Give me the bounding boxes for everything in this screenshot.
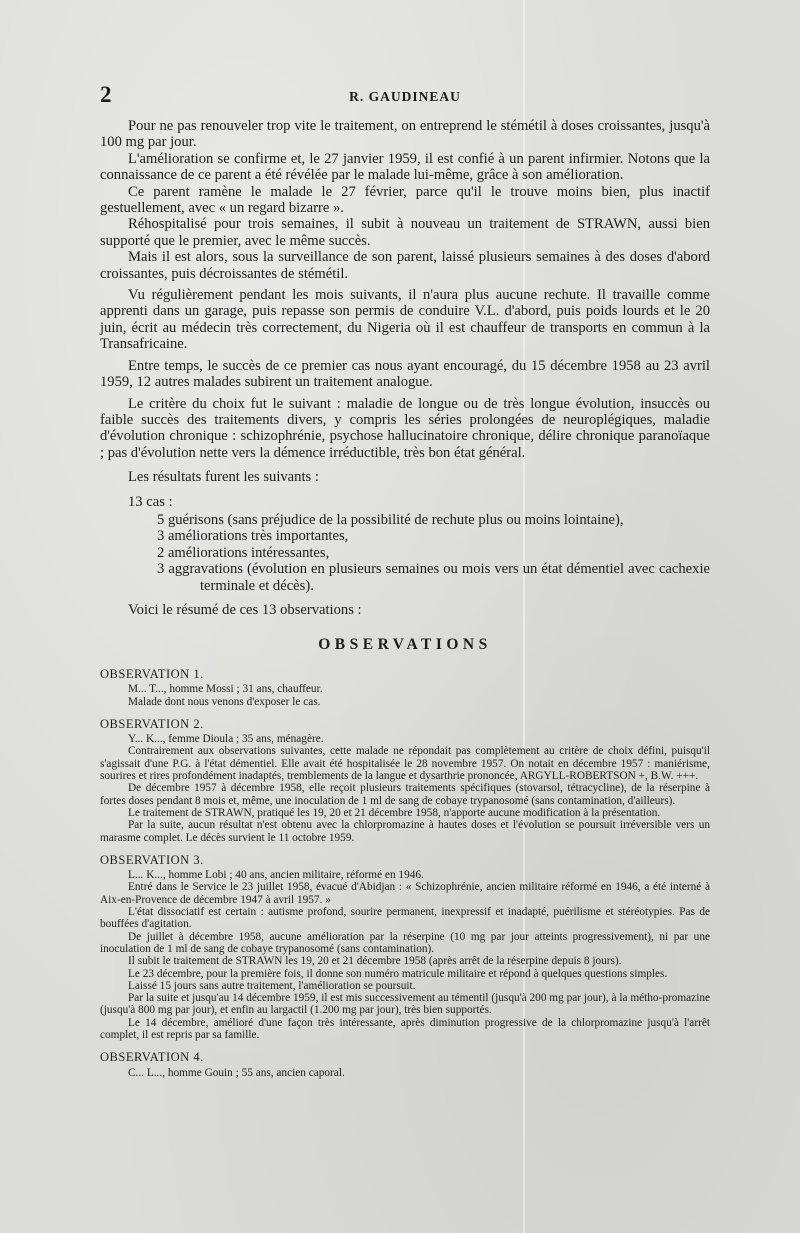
observation-text: Y... K..., femme Dioula ; 35 ans, ménagère. xyxy=(128,733,324,746)
section-title: OBSERVATIONS xyxy=(318,636,492,653)
observation-text: Le 14 décembre, amélioré d'une façon très intéressante, après diminution progressive de la chlorpromazine jusqu'à l'arrêt complet, il est repris par sa famille. xyxy=(100,1016,710,1042)
observations-section xyxy=(100,668,710,1079)
observation-text: Le 23 décembre, pour la première fois, il donne son numéro matricule militaire et répond à quelques questions simples. xyxy=(128,967,668,980)
paragraph: 13 cas : xyxy=(128,493,173,510)
paragraph: Les résultats furent les suivants : xyxy=(128,469,319,486)
page-header xyxy=(100,82,710,112)
observation-text: Par la suite et jusqu'au 14 décembre 1959, il est mis successivement au témentil (jusqu'à 200 mg par jour), à la métho-promazine (jusqu'à 800 mg par jour), et enfin au largactil (1.200 mg par jour), très bien supportés. xyxy=(100,992,710,1017)
observation-text: M... T..., homme Mossi ; 31 ans, chauffeur. xyxy=(128,683,323,696)
observation-heading: OBSERVATION 4. xyxy=(100,1050,204,1065)
main-text xyxy=(100,118,710,618)
observation-text: Laissé 15 jours sans autre traitement, l'amélioration se poursuit. xyxy=(128,979,416,992)
paragraph: Réhospitalisé pour trois semaines, il subit à nouveau un traitement de STRAWN, aussi bien supporté que le premier, avec le même succès. xyxy=(100,216,710,249)
observation-text: Malade dont nous venons d'exposer le cas. xyxy=(128,695,321,708)
observation-text: L'état dissociatif est certain : autisme profond, sourire permanent, inexpressif et inadapté, puérilisme et stéréotypies. Pas de bouffées d'agitation. xyxy=(100,906,710,931)
list-item: 2 améliorations intéressantes, xyxy=(157,544,330,561)
paragraph: Vu régulièrement pendant les mois suivants, il n'aura plus aucune rechute. Il travaille comme apprenti dans un garage, puis repasse son permis de conduire V.L. d'abord, puis poids lourds et le 20 juin, écrit au médecin très correctement, du Nigeria où il est chauffeur de transports en commun à la Transafricaine. xyxy=(100,287,710,353)
observation-text: L... K..., homme Lobi ; 40 ans, ancien militaire, réformé en 1946. xyxy=(128,869,424,882)
observation-heading: OBSERVATION 3. xyxy=(100,852,204,867)
paragraph: Le critère du choix fut le suivant : maladie de longue ou de très longue évolution, insuccès ou faible succès des traitements divers, y compris les séries prolongées de neuroplégiques, maladie d'évolution chronique : schizophrénie, psychose hallucinatoire chronique, délire chronique paranoïaque ; pas d'évolution nette vers la démence irréductible, très bon état général. xyxy=(100,395,710,461)
paragraph: Ce parent ramène le malade le 27 février, parce qu'il le trouve moins bien, plus inactif gestuellement, avec « un regard bizarre ». xyxy=(100,183,710,217)
observation-text: De juillet à décembre 1958, aucune amélioration par la réserpine (10 mg par jour atteints progressivement), ni par une inoculation de 1 ml de sang de cobaye trypanosomé (sans contamination). xyxy=(100,930,710,955)
paragraph: L'amélioration se confirme et, le 27 janvier 1959, il est confié à un parent infirmier. Notons que la connaissance de ce parent a été révélée par le malade lui-même, grâce à son amélioration. xyxy=(100,150,710,184)
observation-text: Par la suite, aucun résultat n'est obtenu avec la chlorpromazine à hautes doses et l'évolution se poursuit irréversible vers un marasme complet. Le décès survient le 11 octobre 1959. xyxy=(100,819,710,844)
observation-heading: OBSERVATION 1. xyxy=(100,667,204,681)
observation-text: De décembre 1957 à décembre 1958, elle reçoit plusieurs traitements spécifiques (stovarsol, tétracycline), de la réserpine à fortes doses pendant 8 mois et, même, une inoculation de 1 ml de sang de cobaye trypanosomé (sans contamination, d'ailleurs). xyxy=(100,782,710,807)
paragraph: Entre temps, le succès de ce premier cas nous ayant encouragé, du 15 décembre 1958 au 23 avril 1959, 12 autres malades subirent un traitement analogue. xyxy=(100,357,710,391)
running-head: R. GAUDINEAU xyxy=(349,89,461,104)
list-item: 5 guérisons (sans préjudice de la possibilité de rechute plus ou moins lointaine), xyxy=(157,511,624,528)
paragraph: Mais il est alors, sous la surveillance de son parent, laissé plusieurs semaines à des doses d'abord croissantes, puis décroissantes de stémétil. xyxy=(100,249,710,282)
results-list xyxy=(100,512,710,594)
list-item: 3 améliorations très importantes, xyxy=(157,528,349,545)
page-number: 2 xyxy=(100,82,112,107)
list-item: 3 aggravations (évolution en plusieurs semaines ou mois vers un état démentiel avec cachexie terminale et décès). xyxy=(157,561,710,594)
observation-text: Le traitement de STRAWN, pratiqué les 19, 20 et 21 décembre 1958, n'apporte aucune modification à la présentation. xyxy=(128,806,661,819)
observation-heading: OBSERVATION 2. xyxy=(100,716,204,731)
paragraph: Pour ne pas renouveler trop vite le traitement, on entreprend le stémétil à doses croissantes, jusqu'à 100 mg par jour. xyxy=(100,118,710,151)
observation-text: Entré dans le Service le 23 juillet 1958, évacué d'Abidjan : « Schizophrénie, ancien militaire réformé en 1946, a été interné à Aix-en-Provence de décembre 1947 à avril 1957. » xyxy=(100,881,710,906)
observation-text: Il subit le traitement de STRAWN les 19, 20 et 21 décembre 1958 (après arrêt de la réserpine depuis 8 jours). xyxy=(128,955,622,968)
observation-text: Contrairement aux observations suivantes, cette malade ne répondait pas complètement au critère de choix défini, puisqu'il s'agissait d'une P.G. à l'état démentiel. Elle avait été hospitalisée le 28 novembre 1957. On notait en décembre 1957 : maniérisme, sourires et rires profondément inadaptés, tremblements de la langue et dysarthrie prononcée, ARGYLL-ROBERTSON +, B.W. +++. xyxy=(100,745,710,783)
paragraph: Voici le résumé de ces 13 observations : xyxy=(128,601,362,618)
observation-text: C... L..., homme Gouin ; 55 ans, ancien caporal. xyxy=(128,1066,345,1079)
